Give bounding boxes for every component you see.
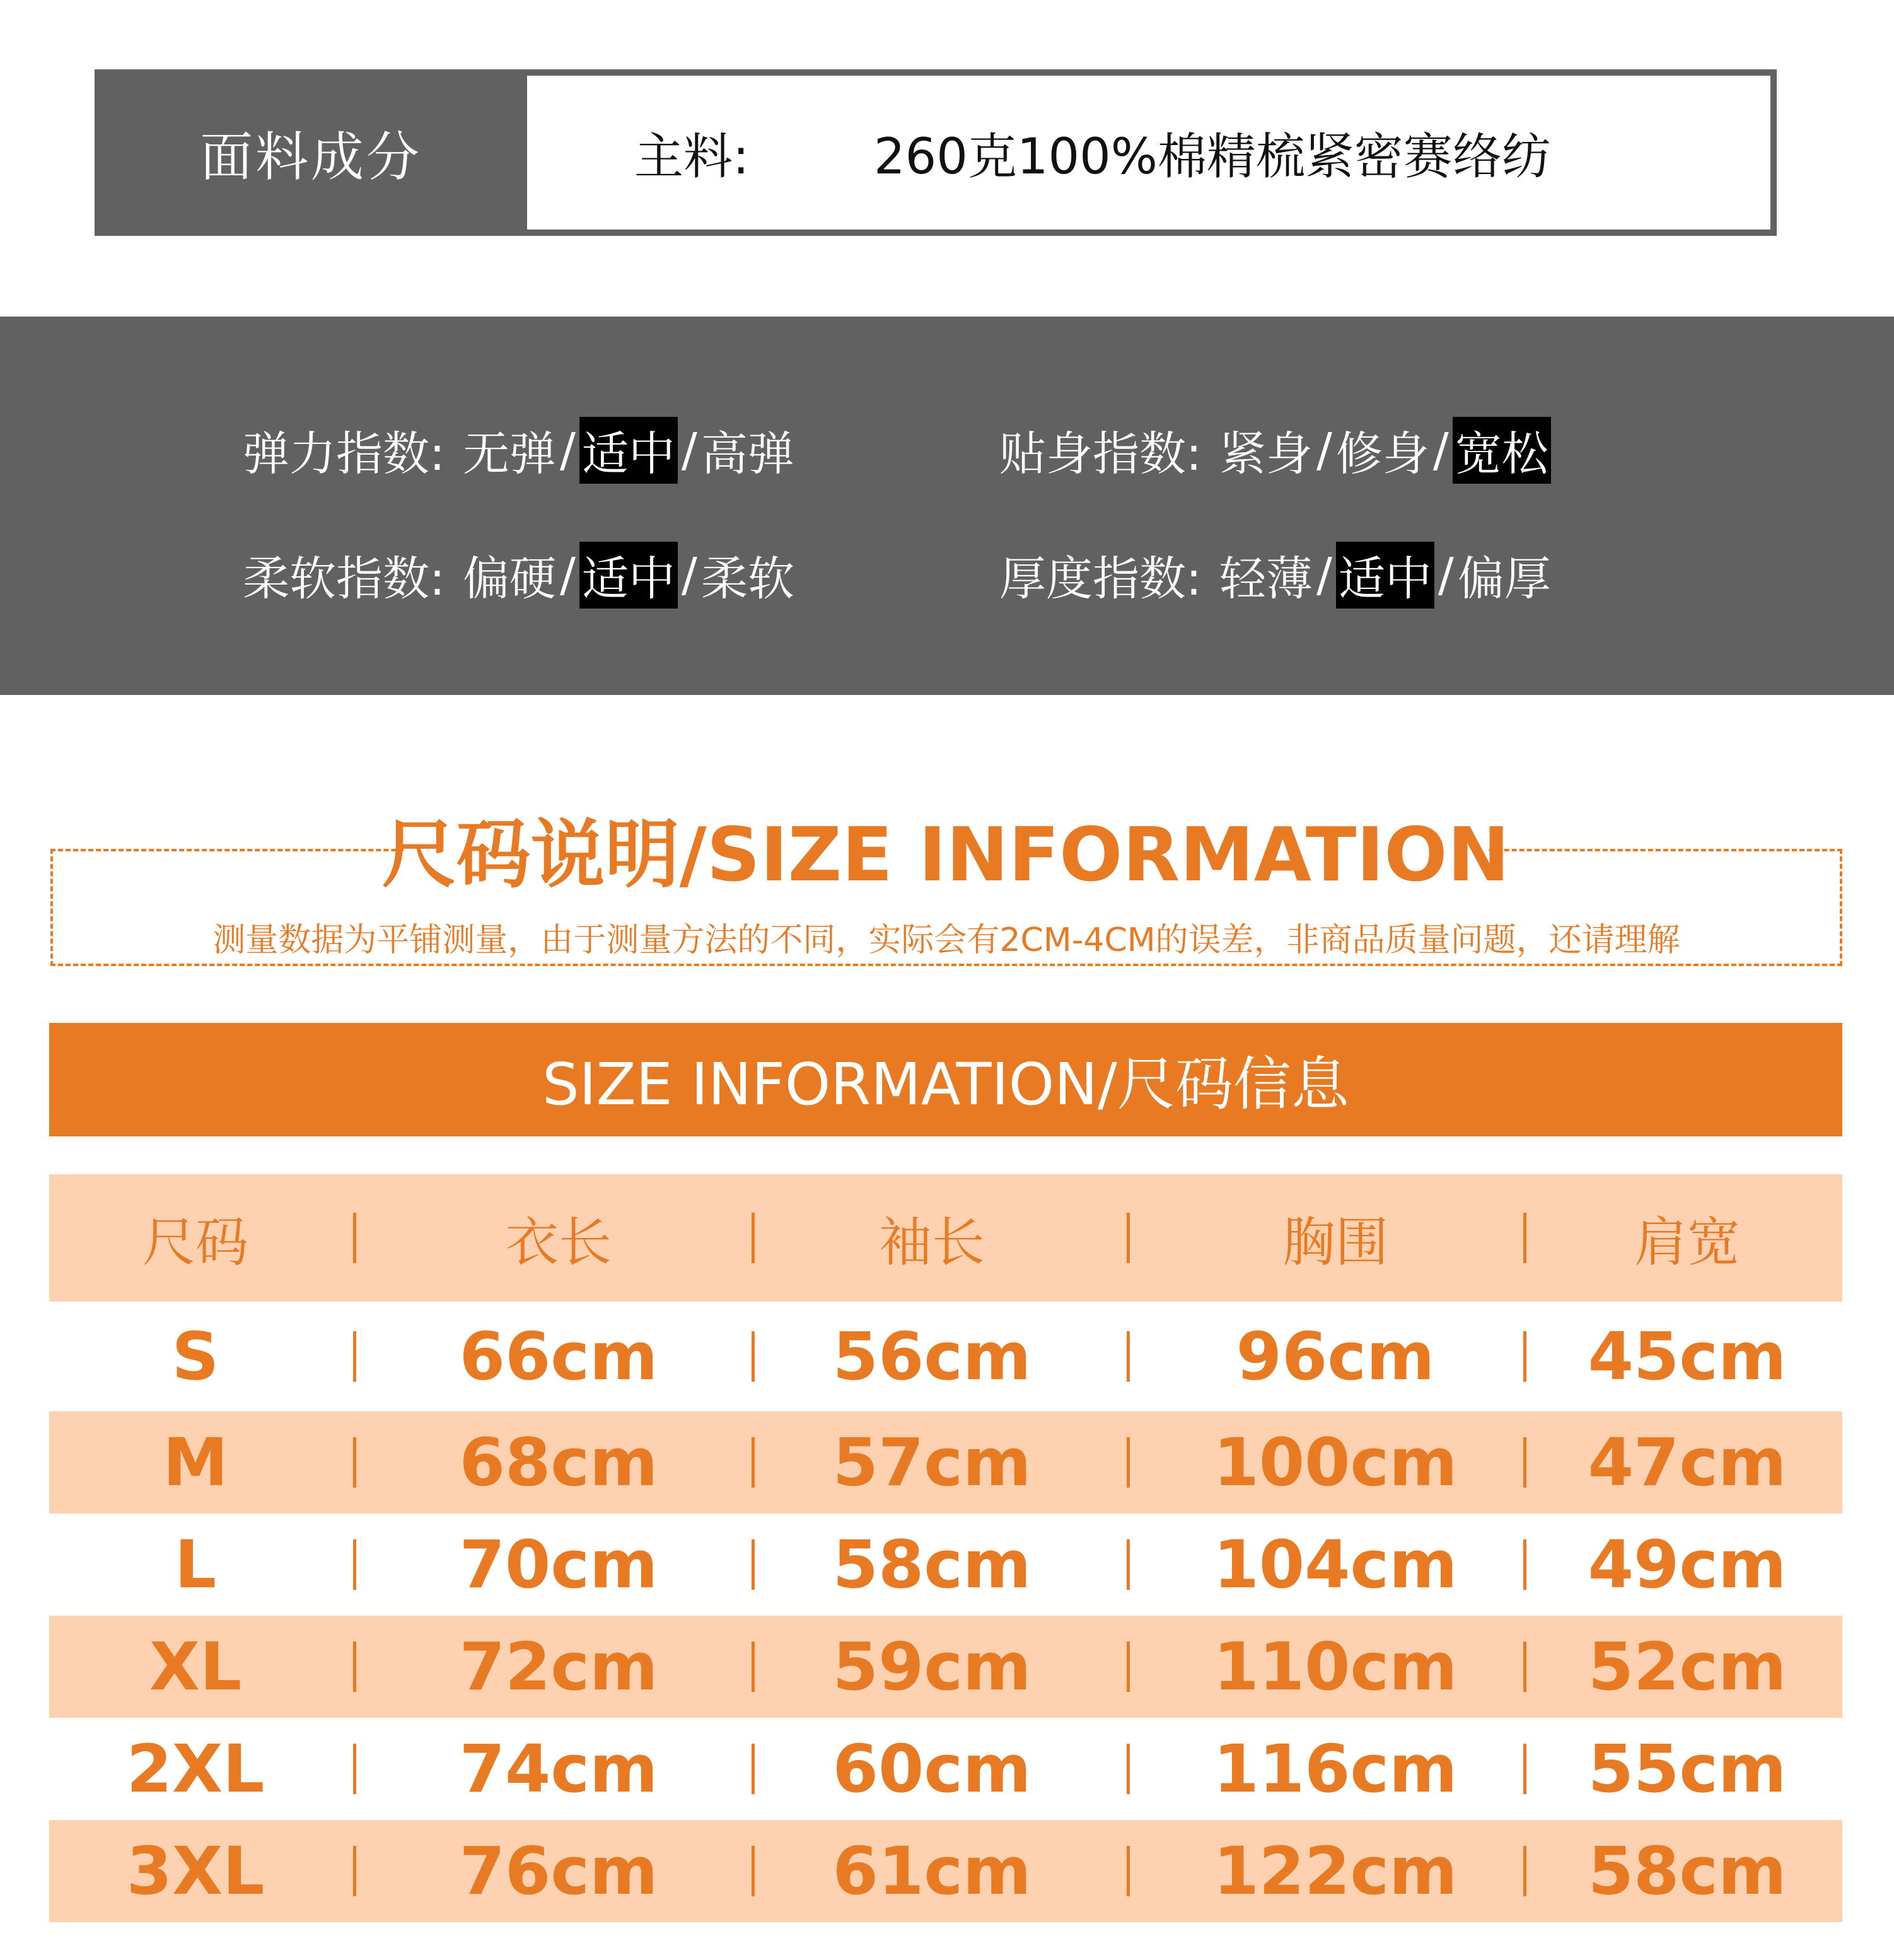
table-header-cell: 胸围: [1282, 1211, 1388, 1273]
option-separator: /: [1316, 423, 1332, 477]
option-separator: /: [1432, 423, 1449, 477]
fit-option: 紧身: [1219, 427, 1313, 481]
option-separator: /: [1438, 548, 1454, 602]
softness-option: 柔软: [700, 552, 794, 606]
measurement-cell: 68cm: [459, 1424, 658, 1501]
measurement-cell: 55cm: [1588, 1730, 1787, 1807]
column-divider: [752, 1437, 755, 1488]
measurement-cell: 60cm: [832, 1730, 1031, 1807]
column-divider: [353, 1744, 356, 1794]
column-divider: [353, 1331, 356, 1382]
column-divider: [1127, 1437, 1130, 1488]
fit-label: 贴身指数:: [999, 427, 1202, 481]
measurement-cell: 110cm: [1213, 1628, 1458, 1705]
option-separator: /: [681, 423, 697, 477]
measurement-cell: 70cm: [459, 1526, 658, 1603]
table-header-cell: 肩宽: [1634, 1211, 1740, 1273]
measurement-cell: 74cm: [459, 1730, 658, 1807]
thickness-label: 厚度指数:: [999, 552, 1202, 606]
column-divider: [353, 1437, 356, 1488]
table-row: [49, 1302, 1842, 1411]
table-header-cell: 衣长: [505, 1211, 612, 1273]
column-divider: [353, 1213, 356, 1263]
measurement-cell: 96cm: [1236, 1318, 1435, 1395]
column-divider: [353, 1642, 356, 1692]
measurement-cell: 104cm: [1213, 1526, 1458, 1603]
measurement-cell: 56cm: [832, 1318, 1031, 1395]
indices-panel: [0, 317, 1894, 695]
column-divider: [1523, 1642, 1526, 1692]
measurement-cell: 61cm: [832, 1833, 1031, 1910]
option-separator: /: [1316, 548, 1332, 602]
fit-option-selected: 宽松: [1453, 417, 1551, 484]
column-divider: [1127, 1744, 1130, 1794]
thickness-option-selected: 适中: [1336, 542, 1434, 609]
size-cell: 2XL: [126, 1730, 265, 1807]
column-divider: [1523, 1331, 1526, 1382]
column-divider: [1127, 1539, 1130, 1590]
fabric-detail-box: [527, 76, 1770, 230]
column-divider: [1523, 1437, 1526, 1488]
column-divider: [752, 1213, 755, 1263]
elasticity-option: 无弹: [462, 427, 556, 481]
table-header-cell: 尺码: [142, 1211, 248, 1273]
thickness-option: 偏厚: [1457, 552, 1551, 606]
fabric-key: 主料:: [634, 129, 750, 185]
fit-index: [999, 419, 1551, 482]
measurement-cell: 52cm: [1588, 1628, 1787, 1705]
column-divider: [752, 1331, 755, 1382]
column-divider: [1127, 1846, 1130, 1896]
measurement-cell: 59cm: [832, 1628, 1031, 1705]
measurement-cell: 45cm: [1588, 1318, 1787, 1395]
size-info-banner: SIZE INFORMATION/尺码信息: [49, 1023, 1842, 1136]
softness-index: [243, 544, 794, 607]
size-cell: 3XL: [126, 1833, 265, 1910]
measurement-cell: 116cm: [1213, 1730, 1458, 1807]
measurement-cell: 58cm: [832, 1526, 1031, 1603]
option-separator: /: [559, 548, 576, 602]
size-cell: L: [174, 1526, 217, 1603]
column-divider: [353, 1846, 356, 1896]
size-measurement-note: 测量数据为平铺测量，由于测量方法的不同，实际会有2CM-4CM的误差，非商品质量问题，还请理解: [212, 921, 1680, 959]
measurement-cell: 76cm: [459, 1833, 658, 1910]
column-divider: [752, 1744, 755, 1794]
size-cell: XL: [149, 1628, 242, 1705]
column-divider: [1523, 1539, 1526, 1590]
fabric-composition-panel: [95, 69, 1777, 236]
size-cell: M: [163, 1424, 228, 1501]
option-separator: /: [559, 423, 576, 477]
softness-option: 偏硬: [462, 552, 556, 606]
softness-option-selected: 适中: [579, 542, 678, 609]
thickness-index: [999, 544, 1551, 607]
measurement-cell: 100cm: [1213, 1424, 1458, 1501]
column-divider: [1127, 1331, 1130, 1382]
size-cell: S: [171, 1318, 219, 1395]
measurement-cell: 57cm: [832, 1424, 1031, 1501]
fabric-value: 260克100%棉精梳紧密赛络纺: [874, 129, 1551, 185]
size-info-title: 尺码说明/SIZE INFORMATION: [381, 811, 1510, 898]
table-row: [49, 1616, 1842, 1718]
table-row: [49, 1411, 1842, 1514]
elasticity-option-selected: 适中: [579, 417, 678, 484]
measurement-cell: 72cm: [459, 1628, 658, 1705]
column-divider: [752, 1642, 755, 1692]
column-divider: [1127, 1213, 1130, 1263]
table-row: [49, 1820, 1842, 1922]
column-divider: [1127, 1642, 1130, 1692]
measurement-cell: 49cm: [1588, 1526, 1787, 1603]
table-row: [49, 1718, 1842, 1820]
elasticity-option: 高弹: [700, 427, 794, 481]
column-divider: [353, 1539, 356, 1590]
option-separator: /: [681, 548, 697, 602]
elasticity-label: 弹力指数:: [243, 427, 445, 481]
table-header-row: [49, 1174, 1842, 1302]
elasticity-index: [243, 419, 794, 482]
column-divider: [1523, 1213, 1526, 1263]
column-divider: [752, 1539, 755, 1590]
table-header-cell: 袖长: [878, 1211, 985, 1273]
measurement-cell: 122cm: [1213, 1833, 1458, 1910]
column-divider: [1523, 1846, 1526, 1896]
fabric-label: 面料成分: [199, 125, 422, 188]
softness-label: 柔软指数:: [243, 552, 445, 606]
table-row: [49, 1514, 1842, 1616]
column-divider: [1523, 1744, 1526, 1794]
measurement-cell: 66cm: [459, 1318, 658, 1395]
column-divider: [752, 1846, 755, 1896]
measurement-cell: 47cm: [1588, 1424, 1787, 1501]
fit-option: 修身: [1335, 427, 1429, 481]
thickness-option: 轻薄: [1219, 552, 1313, 606]
measurement-cell: 58cm: [1588, 1833, 1787, 1910]
